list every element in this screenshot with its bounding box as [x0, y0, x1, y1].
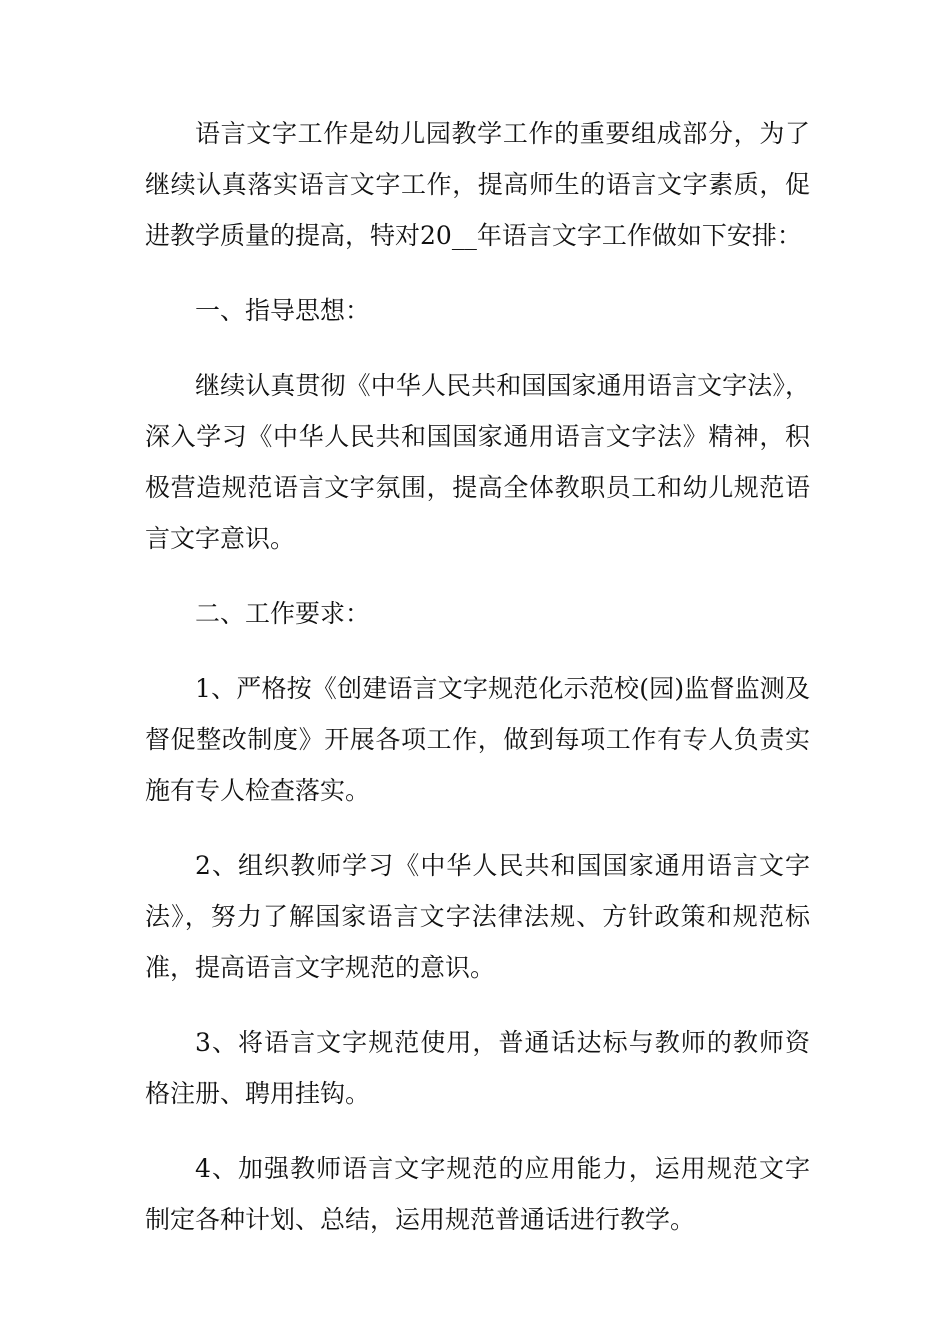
requirement-item-2: 2、组织教师学习《中华人民共和国国家通用语言文字法》，努力了解国家语言文字法律法规、方针政策和规范标准，提高语言文字规范的意识。: [145, 851, 810, 982]
intro-paragraph: 语言文字工作是幼儿园教学工作的重要组成部分，为了继续认真落实语言文字工作，提高师生的语言文字素质，促进教学质量的提高，特对20__年语言文字工作做如下安排：: [145, 119, 810, 250]
section-1-heading: 一、指导思想：: [195, 296, 371, 325]
requirement-item-4: 4、加强教师语言文字规范的应用能力，运用规范文字制定各种计划、总结，运用规范普通话进行教学。: [145, 1154, 810, 1234]
section-2-heading: 二、工作要求：: [195, 599, 371, 628]
section-1-body: 继续认真贯彻《中华人民共和国国家通用语言文字法》，深入学习《中华人民共和国国家通用语言文字法》精神，积极营造规范语言文字氛围，提高全体教职员工和幼儿规范语言文字意识。: [145, 371, 810, 553]
requirement-item-3: 3、将语言文字规范使用，普通话达标与教师的教师资格注册、聘用挂钩。: [145, 1028, 810, 1108]
requirement-item-1: 1、严格按《创建语言文字规范化示范校(园)监督监测及督促整改制度》开展各项工作，做到每项工作有专人负责实施有专人检查落实。: [145, 674, 810, 805]
